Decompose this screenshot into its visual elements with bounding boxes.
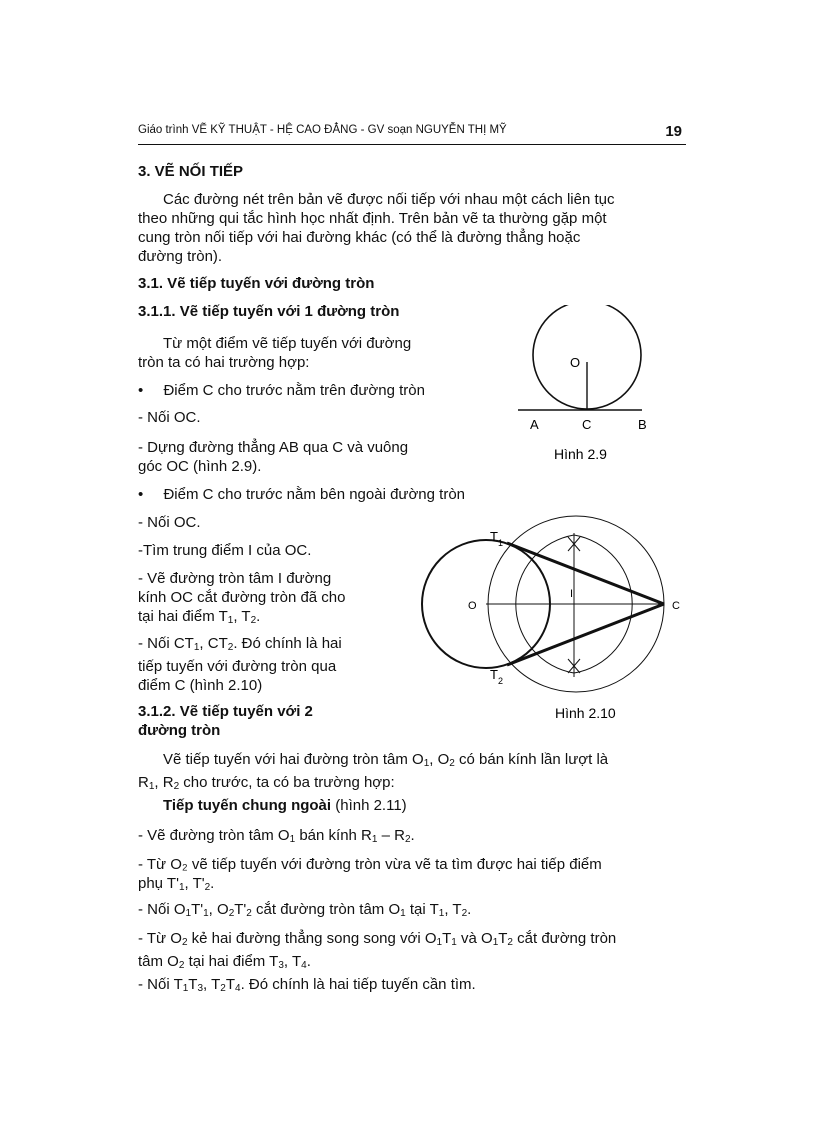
external-step-1: - Vẽ đường tròn tâm $O_1$ bán kính $R_1 - R_2$. bbox=[138, 827, 415, 845]
text-line: Từ một điểm vẽ tiếp tuyến với đường bbox=[163, 335, 412, 352]
label-c: C bbox=[582, 417, 592, 432]
text-line: - Vẽ đường tròn tâm I đường bbox=[138, 570, 332, 587]
figure-caption: Hình 2.10 bbox=[555, 705, 616, 721]
section-3-1-heading: 3.1. Vẽ tiếp tuyến với đường tròn bbox=[138, 275, 375, 292]
text-line: điểm C (hình 2.10) bbox=[138, 677, 263, 694]
text-line: góc OC (hình 2.9). bbox=[138, 458, 262, 475]
figure-2-10 bbox=[420, 515, 690, 725]
case-2-step-2: -Tìm trung điểm I của OC. bbox=[138, 542, 312, 559]
text-line: $R_1$, $R_2$ cho trước, ta có ba trường hợp: bbox=[138, 774, 395, 792]
case-2-step-1: - Nối OC. bbox=[138, 514, 201, 531]
external-step-4 bbox=[138, 929, 684, 975]
text-line: tại hai điểm $T_1$, $T_2$. bbox=[138, 608, 261, 626]
case-1-title-text: Điểm C cho trước nằm trên đường tròn bbox=[163, 382, 425, 399]
text-line: tiếp tuyến với đường tròn qua bbox=[138, 658, 337, 675]
running-title: Giáo trình VẼ KỸ THUẬT - HỆ CAO ĐẲNG - GV soạn NGUYỄN THỊ MỸ bbox=[138, 124, 507, 136]
label-o: O bbox=[570, 355, 581, 370]
external-step-2 bbox=[138, 855, 684, 897]
case-2-step-4 bbox=[138, 634, 388, 695]
section-3-heading: 3. VẼ NỐI TIẾP bbox=[138, 163, 244, 180]
heading-line: 3.1.2. Vẽ tiếp tuyến với 2 bbox=[138, 703, 313, 720]
text-line: - Nối $CT_1$, $CT_2$. Đó chính là hai bbox=[138, 635, 342, 653]
text-line: tâm $O_2$ tại hai điểm $T_3$, $T_4$. bbox=[138, 953, 311, 971]
text-line: cung tròn nối tiếp với hai đường khác (có thể là đường thẳng hoặc bbox=[138, 229, 581, 246]
tangent-ct1 bbox=[507, 543, 664, 604]
label-i: I bbox=[570, 588, 574, 600]
bullet: • bbox=[138, 486, 144, 503]
case-2-step-3 bbox=[138, 569, 388, 630]
figure-caption: Hình 2.9 bbox=[554, 446, 607, 462]
text-line: - Từ O₂ vẽ tiếp tuyến với đường tròn vừa vẽ ta tìm được hai tiếp điểm bbox=[138, 856, 602, 873]
text-line: phụ $T'_1$, $T'_2$. bbox=[138, 875, 215, 893]
text-line: kính OC cắt đường tròn đã cho bbox=[138, 589, 346, 606]
label-a: A bbox=[530, 417, 539, 432]
label-t1: $T_1$ bbox=[490, 529, 503, 548]
case-1-step-1: - Nối OC. bbox=[138, 409, 201, 426]
header-rule bbox=[138, 144, 686, 145]
case-2-title-text: Điểm C cho trước nằm bên ngoài đường tròn bbox=[163, 486, 465, 503]
heading-line: đường tròn bbox=[138, 722, 221, 739]
section-3-1-2-heading bbox=[138, 702, 388, 740]
text-line: - Từ $O_2$ kẻ hai đường thẳng song song với $O_1T_1$ và $O_1T_2$ cắt đường tròn bbox=[138, 930, 617, 948]
section-3-1-2-intro bbox=[138, 750, 684, 796]
label-t2: $T_2$ bbox=[490, 667, 503, 686]
case-1-step-2 bbox=[138, 438, 468, 476]
label-o: O bbox=[468, 600, 477, 612]
figure-2-9 bbox=[510, 305, 680, 465]
text-line: Các đường nét trên bản vẽ được nối tiếp với nhau một cách liên tục bbox=[163, 191, 615, 208]
text-line: theo những qui tắc hình học nhất định. Trên bản vẽ ta thường gặp một bbox=[138, 210, 607, 227]
bullet: • bbox=[138, 382, 144, 399]
text-line: đường tròn). bbox=[138, 248, 223, 265]
external-tangent-subhead: Tiếp tuyến chung ngoài (hình 2.11) bbox=[163, 797, 407, 814]
section-3-1-1-intro bbox=[138, 334, 468, 372]
label-b: B bbox=[638, 417, 647, 432]
external-step-5: - Nối $T_1T_3$, $T_2T_4$. Đó chính là hai tiếp tuyến cần tìm. bbox=[138, 976, 476, 994]
running-header bbox=[138, 123, 686, 140]
tangent-ct2 bbox=[507, 604, 664, 665]
text-line: - Dựng đường thẳng AB qua C và vuông bbox=[138, 439, 409, 456]
section-3-intro bbox=[138, 190, 684, 266]
text-line: Vẽ tiếp tuyến với hai đường tròn tâm $O_1$, $O_2$ có bán kính lần lượt là bbox=[163, 751, 609, 769]
text-line: tròn ta có hai trường hợp: bbox=[138, 354, 310, 371]
label-c: C bbox=[672, 600, 680, 612]
external-step-3: - Nối $O_1T'_1$, $O_2T'_2$ cắt đường tròn tâm $O_1$ tại $T_1$, $T_2$. bbox=[138, 901, 472, 919]
case-2-title bbox=[138, 485, 465, 504]
page-number: 19 bbox=[665, 123, 682, 140]
case-1-title bbox=[138, 381, 425, 400]
section-3-1-1-heading: 3.1.1. Vẽ tiếp tuyến với 1 đường tròn bbox=[138, 303, 400, 320]
